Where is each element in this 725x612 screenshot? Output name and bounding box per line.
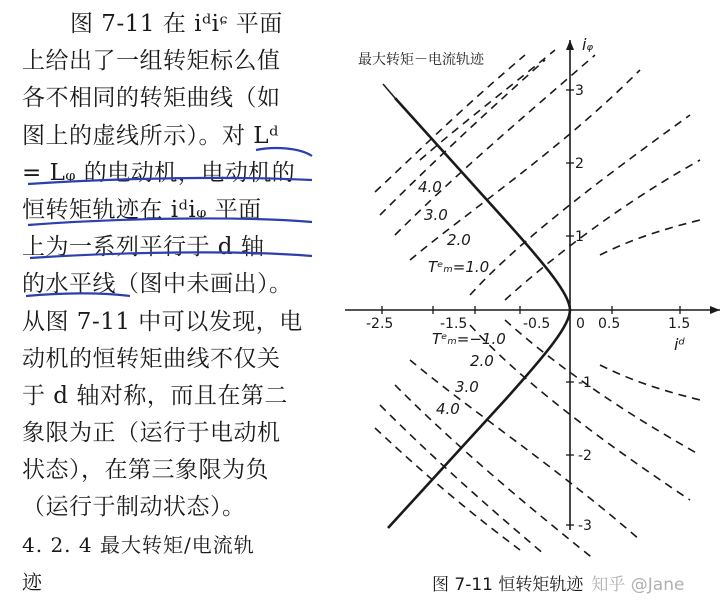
constant-torque-figure (330, 20, 725, 612)
upper-torque-curves (375, 50, 700, 300)
torque-curve-lower (470, 325, 690, 500)
text-line: 上为一系列平行于 d 轴 (22, 234, 265, 261)
body-text-column (22, 6, 314, 601)
x-tick-label: -0.5 (523, 316, 551, 332)
text-line: 从图 7-11 中可以发现，电 (22, 308, 303, 335)
text-line: 图 7-11 在 iᵈiᶝ 平面 (70, 11, 283, 37)
figure-caption (432, 570, 684, 595)
text-line: （运行于制动状态）。 (22, 494, 246, 521)
torque-curve-lower (600, 220, 700, 255)
iq-axis-arrow (566, 40, 574, 50)
curve-label: 3.0 (424, 206, 448, 224)
text-line: 图上的虚线所示）。对 Lᵈ (22, 122, 279, 149)
torque-curve-lower (600, 365, 700, 400)
text-line: 动机的恒转矩曲线不仅关 (22, 345, 281, 372)
y-tick-label: 1 (575, 229, 584, 245)
y-tick-label: -2 (578, 448, 592, 464)
x-tick-label: 1.5 (668, 316, 691, 332)
text-line: 状态），在第三象限为负 (22, 457, 269, 484)
torque-curve-upper (410, 70, 640, 260)
x-tick-label: -1.5 (440, 316, 468, 332)
torque-curve-lower (375, 428, 520, 550)
torque-curve-lower (380, 405, 545, 555)
text-line: 于 d 轴对称，而且在第二 (22, 382, 288, 409)
y-tick-label: -1 (578, 375, 592, 391)
trajectory-leader-line (383, 84, 395, 98)
torque-curve-lower (505, 320, 700, 455)
iq-axis-label: iᵩ (582, 35, 594, 54)
text-line: 恒转矩轨迹在 iᵈiᵩ 平面 (22, 196, 262, 223)
text-line: 的水平线（图中未画出）。 (22, 271, 293, 298)
curve-label: Tᵉₘ=1.0 (428, 258, 490, 276)
curve-label: 2.0 (470, 352, 494, 370)
curve-label: 4.0 (418, 178, 442, 196)
y-tick-label: 2 (575, 156, 584, 172)
x-tick-label: 0.5 (598, 316, 621, 332)
text-line: = Lᵩ 的电动机，电动机的 (22, 159, 296, 186)
caption-text: 图 7-11 恒转矩轨迹 (432, 575, 584, 595)
curve-label: 3.0 (455, 378, 479, 396)
curve-label: Tᵉₘ=−1.0 (432, 330, 506, 348)
torque-curve-upper (375, 55, 525, 192)
section-heading: 4. 2. 4 最大转矩/电流轨 (22, 532, 255, 557)
watermark: 知乎 @Jane (591, 575, 685, 595)
torque-curve-upper (380, 60, 545, 215)
y-tick-label: -3 (578, 518, 592, 534)
curve-label: 2.0 (447, 231, 471, 249)
torque-curve-lower (410, 360, 640, 540)
id-axis-label: iᵈ (674, 335, 685, 354)
curve-label: 4.0 (436, 400, 460, 418)
torque-curve-upper (505, 160, 700, 300)
x-tick-label: 0 (576, 316, 585, 332)
trajectory-label: 最大转矩－电流轨迹 (358, 52, 484, 68)
x-tick-label: -2.5 (366, 316, 394, 332)
torque-curve-upper (470, 115, 690, 295)
text-line: 象限为正（运行于电动机 (22, 420, 281, 447)
y-tick-label: 3 (575, 83, 584, 99)
section-heading-continued: 迹 (22, 569, 43, 594)
text-line: 各不相同的转矩曲线（如 (22, 85, 281, 112)
text-line: 上给出了一组转矩标么值 (22, 48, 281, 75)
id-axis-arrow (710, 306, 720, 314)
